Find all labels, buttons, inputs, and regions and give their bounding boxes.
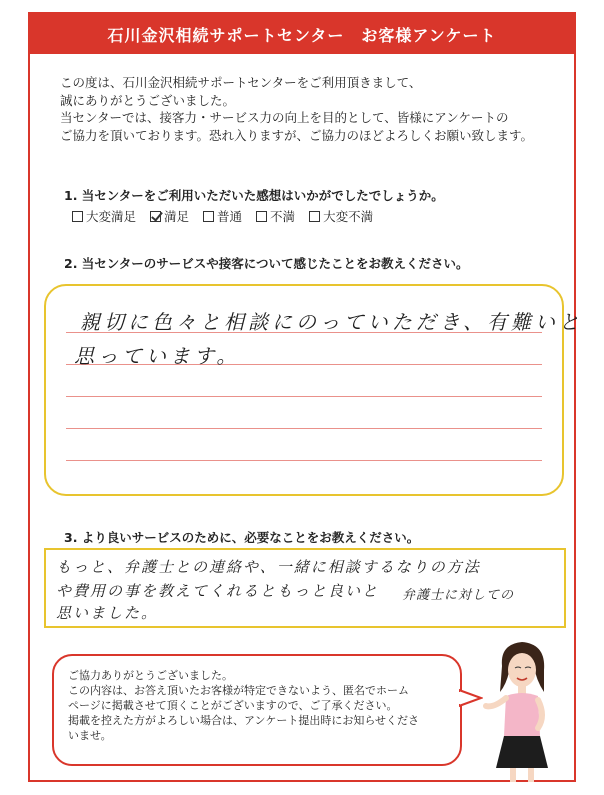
checkbox-icon[interactable] bbox=[203, 211, 214, 222]
handwritten-answer-line: 思っています。 bbox=[74, 344, 241, 368]
intro-line: 誠にありがとうございました。 bbox=[60, 92, 236, 108]
intro-line: この度は、石川金沢相続サポートセンターをご利用頂きまして、 bbox=[60, 75, 422, 90]
footer-line: この内容は、お答え頂いたお客様が特定できないよう、匿名でホーム bbox=[68, 684, 409, 697]
footer-line: いませ。 bbox=[68, 729, 112, 742]
ruled-line bbox=[66, 428, 542, 429]
checked-checkbox-icon[interactable] bbox=[150, 211, 161, 222]
footer-text bbox=[68, 668, 458, 743]
footer-line: ページに掲載させて頂くことがございますので、ご了承ください。 bbox=[68, 699, 398, 712]
option-label: 満足 bbox=[164, 209, 190, 224]
checkbox-icon[interactable] bbox=[72, 211, 83, 222]
ruled-line bbox=[66, 396, 542, 397]
checkbox-icon[interactable] bbox=[256, 211, 267, 222]
handwritten-answer-line: 親切に色々と相談にのっていただき、有難いと bbox=[80, 310, 583, 334]
footer-line: ご協力ありがとうございました。 bbox=[68, 669, 233, 682]
handwritten-answer-line: もっと、弁護士との連絡や、一緒に相談するなりの方法 bbox=[56, 558, 481, 576]
question-1-title: 1. 当センターをご利用いただいた感想はいかがでしたでしょうか。 bbox=[64, 188, 444, 203]
footer-line: 掲載を控えた方がよろしい場合は、アンケート提出時にお知らせくださ bbox=[68, 714, 420, 727]
intro-text bbox=[60, 74, 560, 144]
option-label: 不満 bbox=[270, 209, 296, 224]
footer-speech-bubble bbox=[52, 654, 462, 766]
ruled-line bbox=[66, 460, 542, 461]
option-label: 普通 bbox=[217, 209, 243, 224]
option-very-dissatisfied[interactable] bbox=[309, 207, 373, 225]
handwritten-answer-line: 思いました。 bbox=[56, 604, 159, 622]
question-1-options bbox=[72, 207, 373, 225]
question-2-answer-box[interactable] bbox=[44, 284, 583, 496]
survey-title: 石川金沢相続サポートセンター お客様アンケート bbox=[30, 14, 574, 54]
intro-line: 当センターでは、接客力・サービス力の向上を目的として、皆様にアンケートの bbox=[60, 110, 509, 125]
handwritten-insertion: 弁護士に対しての bbox=[402, 588, 515, 603]
question-3-title: 3. より良いサービスのために、必要なことをお教えください。 bbox=[64, 530, 420, 545]
option-label: 大変不満 bbox=[323, 209, 374, 224]
option-satisfied[interactable] bbox=[150, 207, 189, 225]
option-very-satisfied[interactable] bbox=[72, 207, 136, 225]
question-3-answer-box[interactable] bbox=[44, 548, 566, 628]
option-label: 大変満足 bbox=[86, 209, 137, 224]
staff-illustration-icon bbox=[472, 636, 572, 786]
intro-line: ご協力を頂いております。恐れ入りますが、ご協力のほどよろしくお願い致します。 bbox=[60, 127, 534, 143]
checkbox-icon[interactable] bbox=[309, 211, 320, 222]
option-dissatisfied[interactable] bbox=[256, 207, 295, 225]
question-2-title: 2. 当センターのサービスや接客について感じたことをお教えください。 bbox=[64, 256, 469, 271]
option-neutral[interactable] bbox=[203, 207, 242, 225]
survey-frame bbox=[28, 12, 583, 782]
handwritten-answer-line: や費用の事を教えてくれるともっと良いと bbox=[56, 582, 380, 600]
